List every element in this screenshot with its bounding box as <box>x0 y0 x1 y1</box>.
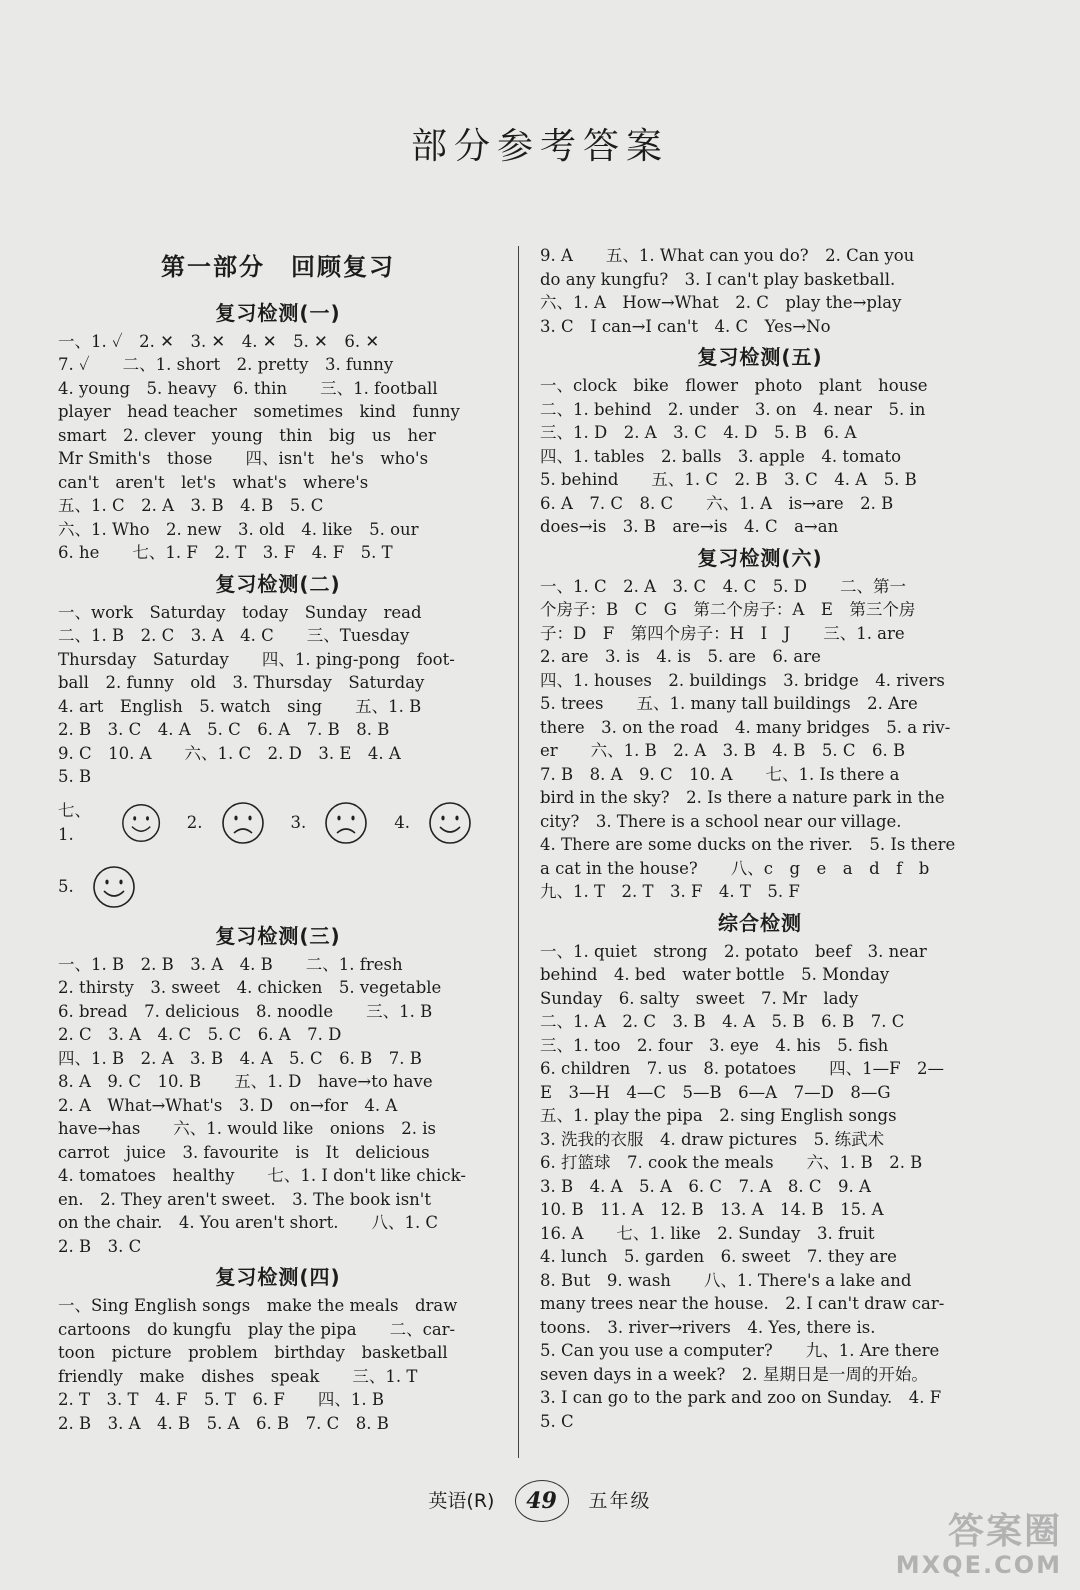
answer-line: ball 2. funny old 3. Thursday Saturday <box>58 673 425 692</box>
answer-line: er 六、1. B 2. A 3. B 4. B 5. C 6. B <box>540 741 906 760</box>
face-item-number: 2. <box>186 812 203 832</box>
answer-line: 一、1. C 2. A 3. C 4. C 5. D 二、第一 <box>540 576 906 596</box>
page-number: 49 <box>515 1480 569 1522</box>
answer-line: 五、1. C 2. A 3. B 4. B 5. C <box>58 496 324 515</box>
right-column <box>540 244 980 1433</box>
answer-line: 二、1. B 2. C 3. A 4. C 三、Tuesday <box>58 626 410 645</box>
answer-line: 六、1. Who 2. new 3. old 4. like 5. our <box>58 519 419 539</box>
answer-line: 6. he 七、1. F 2. T 3. F 4. F 5. T <box>58 543 393 562</box>
part-title: 第一部分 回顾复习 <box>161 253 395 281</box>
answer-line: 5. B <box>58 767 92 786</box>
answer-line: friendly make dishes speak 三、1. T <box>58 1366 418 1386</box>
answer-line: 3. I can go to the park and zoo on Sunday. 4. F <box>540 1388 942 1407</box>
answer-line: 九、1. T 2. T 3. F 4. T 5. F <box>540 882 800 901</box>
answer-line: 10. B 11. A 12. B 13. A 14. B 15. A <box>540 1200 884 1219</box>
answer-line: 个房子：B C G 第二个房子：A E 第三个房 <box>540 600 916 619</box>
answer-line: 7. B 8. A 9. C 10. A 七、1. Is there a <box>540 764 900 784</box>
answer-line: 3. B 4. A 5. A 6. C 7. A 8. C 9. A <box>540 1176 871 1196</box>
answer-line: 4. young 5. heavy 6. thin 三、1. football <box>58 378 438 398</box>
answer-line: Mr Smith's those 四、isn't he's who's <box>58 449 429 468</box>
answer-line: 4. There are some ducks on the river. 5. Is there <box>540 835 956 854</box>
answer-line: 4. lunch 5. garden 6. sweet 7. they are <box>540 1247 897 1266</box>
answer-line: can't aren't let's what's where's <box>58 472 369 492</box>
answer-line: 四、1. tables 2. balls 3. apple 4. tomato <box>540 446 902 466</box>
smiley-face-icon <box>428 801 472 845</box>
answer-line: 2. B 3. C <box>58 1236 142 1256</box>
face-answer-item <box>187 801 265 845</box>
section-heading: 综合检测 <box>718 910 802 935</box>
faces-row <box>58 795 498 851</box>
answer-line: 2. are 3. is 4. is 5. are 6. are <box>540 647 821 666</box>
answer-line: 2. T 3. T 4. F 5. T 6. F 四、1. B <box>58 1390 384 1409</box>
answer-line: smart 2. clever young thin big us her <box>58 425 436 445</box>
answer-line: 二、1. A 2. C 3. B 4. A 5. B 6. B 7. C <box>540 1012 905 1031</box>
answer-line: 一、work Saturday today Sunday read <box>58 602 422 622</box>
answer-line: 四、1. B 2. A 3. B 4. A 5. C 6. B 7. B <box>58 1048 422 1068</box>
answer-line: 2. A What→What's 3. D on→for 4. A <box>58 1095 398 1115</box>
section-heading: 复习检测(四) <box>215 1265 341 1289</box>
answer-line: 8. But 9. wash 八、1. There's a lake and <box>540 1270 912 1290</box>
footer-subject: 英语(R) <box>428 1489 495 1512</box>
face-item-number: 4. <box>394 812 410 832</box>
left-sections <box>58 300 498 1436</box>
face-answer-item <box>58 799 161 846</box>
answer-line: toon picture problem birthday basketball <box>58 1343 448 1362</box>
section-heading: 复习检测(三) <box>215 923 341 948</box>
watermark-logo <box>896 1512 1062 1578</box>
answer-line: have→has 六、1. would like onions 2. is <box>58 1119 436 1138</box>
answer-line: 一、1. B 2. B 3. A 4. B 二、1. fresh <box>58 954 403 974</box>
answer-line: 二、1. behind 2. under 3. on 4. near 5. in <box>540 399 926 419</box>
answer-line: 5. C <box>540 1411 574 1431</box>
right-intro <box>540 244 980 338</box>
answer-line: there 3. on the road 4. many bridges 5. a riv- <box>540 717 951 737</box>
answer-line: 三、1. D 2. A 3. C 4. D 5. B 6. A <box>540 423 857 442</box>
answer-line: 一、1. ✓ 2. ✕ 3. ✕ 4. ✕ 5. ✕ 6. ✕ <box>58 331 380 351</box>
smiley-face-icon <box>92 865 136 909</box>
watermark-en: MXQE.COM <box>895 1551 1062 1579</box>
answer-line: 6. bread 7. delicious 8. noodle 三、1. B <box>58 1001 433 1021</box>
answer-line: Thursday Saturday 四、1. ping-pong foot- <box>58 649 455 669</box>
answer-line: 3. 洗我的衣服 4. draw pictures 5. 练武术 <box>540 1129 885 1149</box>
face-answer-item <box>58 865 136 909</box>
answer-line: 6. children 7. us 8. potatoes 四、1—F 2— <box>540 1059 945 1078</box>
footer-grade: 五年级 <box>588 1489 652 1512</box>
answer-line: do any kungfu? 3. I can't play basketball. <box>540 269 896 289</box>
answer-line: 4. art English 5. watch sing 五、1. B <box>58 696 422 716</box>
face-item-number: 七、1. <box>58 801 91 844</box>
answer-line: 五、1. play the pipa 2. sing English songs <box>540 1106 897 1125</box>
watermark-cn: 答案圈 <box>947 1511 1062 1552</box>
answer-line: 2. C 3. A 4. C 5. C 6. A 7. D <box>58 1025 342 1044</box>
sad-face-icon <box>324 801 368 845</box>
answer-line: 六、1. A How→What 2. C play the→play <box>540 293 902 312</box>
answer-line: 16. A 七、1. like 2. Sunday 3. fruit <box>540 1223 875 1243</box>
answer-line: carrot juice 3. favourite is It delicious <box>58 1142 430 1162</box>
answer-line: 6. A 7. C 8. C 六、1. A is→are 2. B <box>540 493 894 513</box>
right-sections <box>540 344 980 1433</box>
answer-line: 9. A 五、1. What can you do? 2. Can you <box>540 246 915 265</box>
faces-row <box>58 857 498 917</box>
answer-line: E 3—H 4—C 5—B 6—A 7—D 8—G <box>540 1082 891 1102</box>
face-answer-item <box>291 801 369 845</box>
answer-line: 四、1. houses 2. buildings 3. bridge 4. rivers <box>540 670 945 690</box>
answer-line: bird in the sky? 2. Is there a nature park in the <box>540 788 945 807</box>
answer-line: player head teacher sometimes kind funny <box>58 402 460 421</box>
answer-line: many trees near the house. 2. I can't draw car- <box>540 1294 945 1313</box>
answer-line: 5. Can you use a computer? 九、1. Are there <box>540 1341 940 1360</box>
answer-line: city? 3. There is a school near our village. <box>540 811 902 831</box>
left-column <box>58 240 498 1435</box>
sad-face-icon <box>221 801 265 845</box>
face-item-number: 5. <box>58 876 74 896</box>
page-title: 部分参考答案 <box>410 126 669 167</box>
answer-line: seven days in a week? 2. 星期日是一周的开始。 <box>540 1364 928 1384</box>
column-divider <box>518 246 519 1458</box>
answer-line: 一、1. quiet strong 2. potato beef 3. near <box>540 941 927 961</box>
answer-line: on the chair. 4. You aren't short. 八、1. C <box>58 1213 439 1232</box>
answer-line: does→is 3. B are→is 4. C a→an <box>540 517 839 536</box>
answer-line: 9. C 10. A 六、1. C 2. D 3. E 4. A <box>58 743 401 763</box>
answer-line: 2. B 3. A 4. B 5. A 6. B 7. C 8. B <box>58 1413 389 1433</box>
answer-line: 2. B 3. C 4. A 5. C 6. A 7. B 8. B <box>58 720 390 739</box>
section-heading: 复习检测(五) <box>697 345 823 369</box>
answer-line: 7. ✓ 二、1. short 2. pretty 3. funny <box>58 355 394 374</box>
answer-line: cartoons do kungfu play the pipa 二、car- <box>58 1319 456 1339</box>
face-item-number: 3. <box>290 812 307 832</box>
smiley-face-icon <box>121 801 161 845</box>
answer-line: 2. thirsty 3. sweet 4. chicken 5. vegetable <box>58 978 442 997</box>
answer-line: 5. behind 五、1. C 2. B 3. C 4. A 5. B <box>540 470 917 489</box>
face-answer-item <box>394 801 472 845</box>
answer-line: Sunday 6. salty sweet 7. Mr lady <box>540 988 859 1008</box>
answer-line: 三、1. too 2. four 3. eye 4. his 5. fish <box>540 1035 889 1055</box>
answer-line: behind 4. bed water bottle 5. Monday <box>540 965 890 984</box>
section-heading: 复习检测(一) <box>215 300 341 325</box>
answer-line: 一、clock bike flower photo plant house <box>540 376 928 395</box>
answer-line: 一、Sing English songs make the meals draw <box>58 1296 458 1315</box>
answer-line: 4. tomatoes healthy 七、1. I don't like chick- <box>58 1166 466 1185</box>
answer-line: en. 2. They aren't sweet. 3. The book isn't <box>58 1189 431 1209</box>
section-heading: 复习检测(六) <box>697 545 823 570</box>
answer-line: a cat in the house? 八、c g e a d f b <box>540 858 930 878</box>
section-heading: 复习检测(二) <box>215 571 341 596</box>
answer-line: 子：D F 第四个房子：H I J 三、1. are <box>540 623 905 643</box>
answer-line: 5. trees 五、1. many tall buildings 2. Are <box>540 694 918 713</box>
answer-line: 3. C I can→I can't 4. C Yes→No <box>540 316 831 336</box>
answer-line: toons. 3. river→rivers 4. Yes, there is. <box>540 1317 876 1337</box>
answer-line: 6. 打篮球 7. cook the meals 六、1. B 2. B <box>540 1153 923 1172</box>
answer-line: 8. A 9. C 10. B 五、1. D have→to have <box>58 1072 433 1091</box>
